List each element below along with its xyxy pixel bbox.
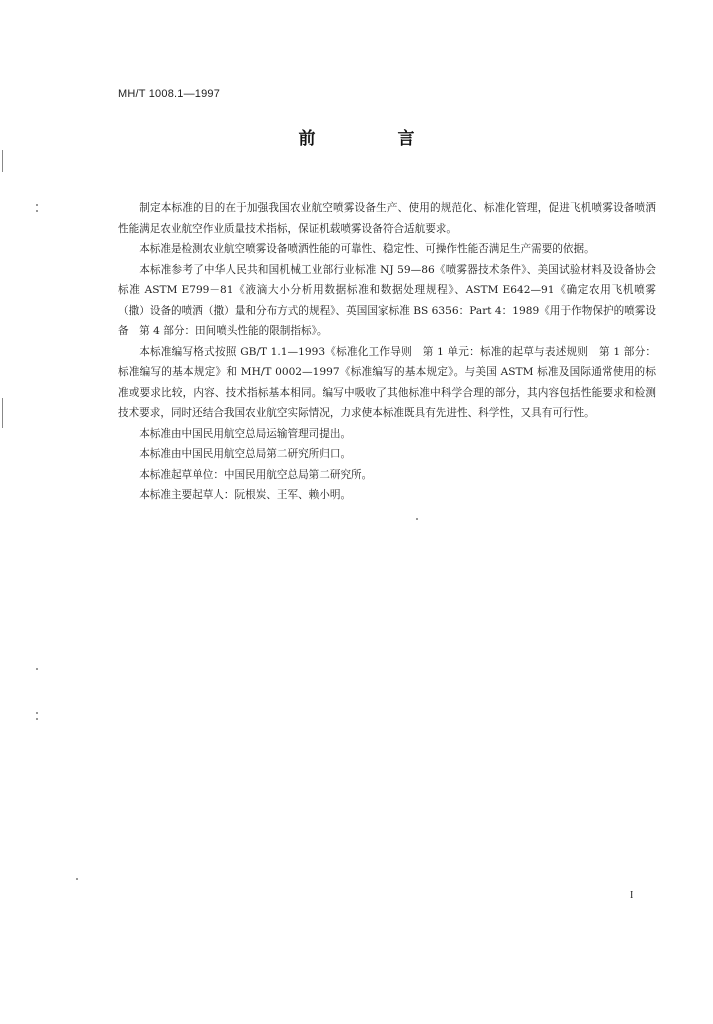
scan-mark xyxy=(416,518,418,520)
paragraph-administrator: 本标准由中国民用航空总局第二研究所归口。 xyxy=(139,448,352,460)
paragraph-proposer: 本标准由中国民用航空总局运输管理司提出。 xyxy=(139,427,352,440)
scan-mark xyxy=(36,210,38,212)
scan-mark xyxy=(36,668,38,670)
scan-mark xyxy=(36,204,38,206)
page-title: 前 言 xyxy=(298,129,453,149)
scan-mark xyxy=(2,398,3,428)
page-number: I xyxy=(630,890,634,901)
scan-mark xyxy=(36,712,38,714)
paragraph-purpose: 制定本标准的目的在于加强我国农业航空喷雾设备生产、使用的规范化、标准化管理，促进飞机喷雾设备喷洒性能满足农业航空作业质量技术指标，保证机载喷雾设备符合适航要求。 xyxy=(118,202,656,235)
paragraph-format: 本标准编写格式按照 GB/T 1.1—1993《标准化工作导则 第 1 单元：标准的起草与表述规则 第 1 部分：标准编写的基本规定》和 MH/T 0002—1997《标准编写的基本规定》。与美国 ASTM 标准及国际通常使用的标准或要求比较，内容、技术指标基本相同。编写中吸收了其他标准中科学合理的部分，其内容包括性能要求和检测技术要求，同时还结合我国农业航空实际情况，力求使本标准既具有先进性、科学性，又具有可行性。 xyxy=(118,345,656,419)
standard-code: MH/T 1008.1—1997 xyxy=(118,88,221,100)
scan-mark xyxy=(76,878,78,880)
scan-mark xyxy=(2,150,3,172)
paragraph-drafters: 本标准主要起草人：阮根炭、王军、赖小明。 xyxy=(139,489,352,501)
paragraph-drafting-unit: 本标准起草单位：中国民用航空总局第二研究所。 xyxy=(139,468,373,481)
paragraph-basis: 本标准是检测农业航空喷雾设备喷洒性能的可靠性、稳定性、可操作性能否满足生产需要的依据。 xyxy=(139,243,595,255)
foreword-body xyxy=(118,198,656,506)
scan-mark xyxy=(36,718,38,720)
paragraph-references: 本标准参考了中华人民共和国机械工业部行业标准 NJ 59—86《喷雾器技术条件》、美国试验材料及设备协会标准 ASTM E799－81《液滴大小分析用数据标准和数据处理规程》、ASTM E642—91《确定农用飞机喷雾（撒）设备的喷洒（撒）量和分布方式的规程》、英国国家标准 BS 6356：Part 4：1989《用于作物保护的喷雾设备 第 4 部分：田间喷头性能的限制指标》。 xyxy=(118,263,656,337)
